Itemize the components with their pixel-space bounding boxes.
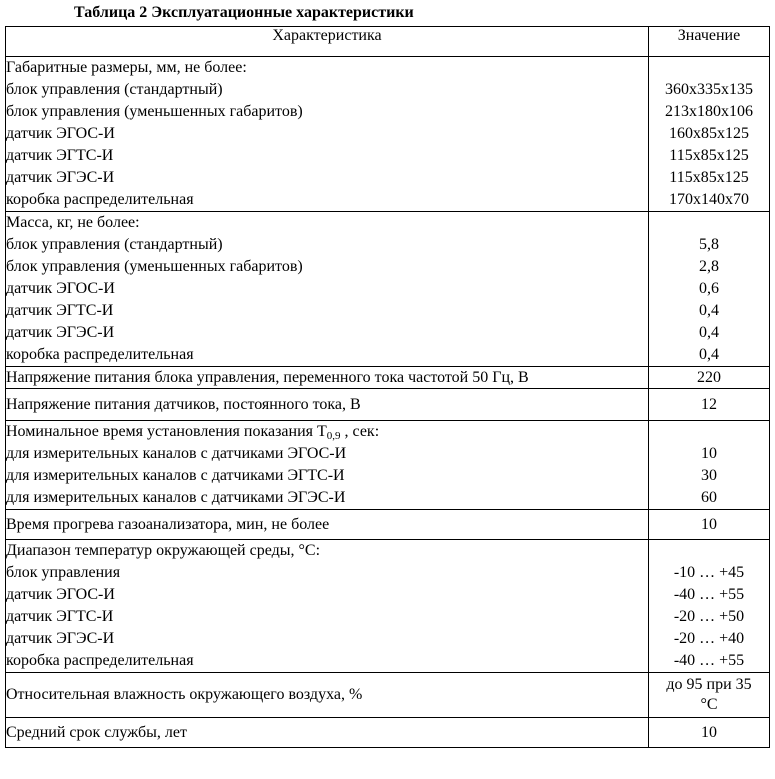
row-label: для измерительных каналов с датчиками ЭГОС-И (6, 445, 347, 462)
row-label: датчик ЭГЭС-И (6, 169, 115, 186)
table-row (6, 212, 770, 367)
row-label: блок управления (6, 564, 121, 581)
row-value: -40 … +55 (673, 586, 745, 603)
row-label: для измерительных каналов с датчиками ЭГТС-И (6, 467, 345, 484)
row-label: датчик ЭГТС-И (6, 608, 114, 625)
row-label: датчик ЭГОС-И (6, 280, 115, 297)
row-label: блок управления (уменьшенных габаритов) (6, 258, 303, 275)
supply-sensors-label: Напряжение питания датчиков, постоянного тока, В (6, 389, 649, 421)
row-value: 160х85х125 (669, 125, 749, 142)
temperature-title: Диапазон температур окружающей среды, °С: (6, 542, 321, 559)
row-label: датчик ЭГЭС-И (6, 630, 115, 647)
row-label: блок управления (стандартный) (6, 236, 223, 253)
dimensions-values (649, 57, 770, 212)
row-value: 2,8 (699, 258, 719, 275)
humidity-value-line2: °С (700, 696, 718, 713)
row-value: 0,4 (699, 346, 719, 363)
row-value: 5,8 (699, 236, 719, 253)
supply-control-label: Напряжение питания блока управления, переменного тока частотой 50 Гц, В (6, 367, 649, 389)
mass-title: Масса, кг, не более: (6, 214, 140, 231)
service-life-value: 10 (649, 718, 770, 748)
mass-values (649, 212, 770, 367)
row-label: блок управления (стандартный) (6, 81, 223, 98)
table-row (6, 57, 770, 212)
row-value: 60 (701, 489, 717, 506)
dimensions-title: Габаритные размеры, мм, не более: (6, 59, 247, 76)
row-value: 0,6 (699, 280, 719, 297)
mass-names (6, 212, 649, 367)
row-label: датчик ЭГОС-И (6, 125, 115, 142)
table-row (6, 421, 770, 510)
warmup-value: 10 (649, 510, 770, 540)
row-value: 10 (701, 445, 717, 462)
dimensions-names (6, 57, 649, 212)
table-row (6, 367, 770, 389)
temperature-values (649, 540, 770, 673)
row-label: блок управления (уменьшенных габаритов) (6, 103, 303, 120)
supply-sensors-value: 12 (649, 389, 770, 421)
row-value: 213х180х106 (665, 103, 753, 120)
table-header-row (6, 27, 770, 57)
row-label: коробка распределительная (6, 652, 194, 669)
row-value: 115х85х125 (669, 147, 749, 164)
table-caption: Таблица 2 Эксплуатационные характеристики (74, 4, 414, 21)
supply-control-value: 220 (649, 367, 770, 389)
humidity-value (649, 673, 770, 718)
settling-title: Номинальное время установления показания $Т_{0,9}$ , сек: (6, 423, 380, 442)
row-value: -20 … +50 (673, 608, 745, 625)
table-row (6, 540, 770, 673)
header-value: Значение (649, 27, 770, 57)
row-value: -20 … +40 (673, 630, 745, 647)
table-row (6, 673, 770, 718)
settling-names (6, 421, 649, 510)
row-label: датчик ЭГЭС-И (6, 324, 115, 341)
row-value: 360х335х135 (665, 81, 753, 98)
row-label: датчик ЭГТС-И (6, 147, 114, 164)
characteristics-table (5, 26, 770, 748)
row-value: -40 … +55 (673, 652, 745, 669)
row-label: для измерительных каналов с датчиками ЭГЭС-И (6, 489, 346, 506)
row-label: датчик ЭГТС-И (6, 302, 114, 319)
header-characteristic: Характеристика (6, 27, 649, 57)
table-row (6, 510, 770, 540)
row-label: коробка распределительная (6, 346, 194, 363)
row-label: коробка распределительная (6, 191, 194, 208)
row-value: 115х85х125 (669, 169, 749, 186)
settling-values (649, 421, 770, 510)
row-label: датчик ЭГОС-И (6, 586, 115, 603)
service-life-label: Средний срок службы, лет (6, 718, 649, 748)
humidity-value-line1: до 95 при 35 (666, 676, 752, 693)
row-value: 170х140х70 (669, 191, 749, 208)
temperature-names (6, 540, 649, 673)
row-value: -10 … +45 (673, 564, 745, 581)
table-row (6, 718, 770, 748)
row-value: 0,4 (699, 302, 719, 319)
warmup-label: Время прогрева газоанализатора, мин, не более (6, 510, 649, 540)
humidity-label: Относительная влажность окружающего воздуха, % (6, 673, 649, 718)
row-value: 30 (701, 467, 717, 484)
table-row (6, 389, 770, 421)
row-value: 0,4 (699, 324, 719, 341)
